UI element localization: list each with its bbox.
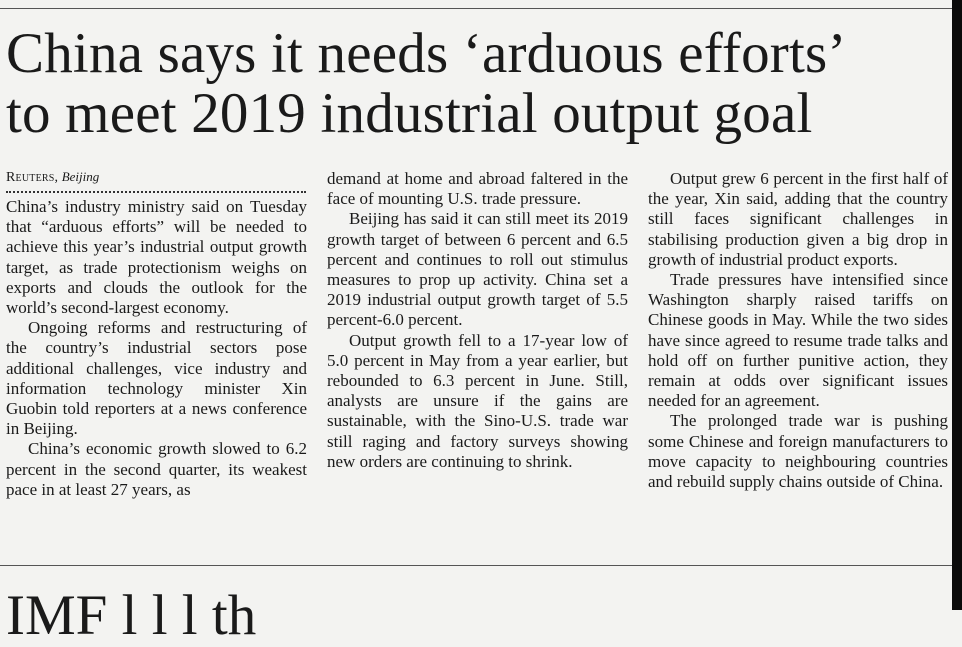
byline bbox=[6, 168, 307, 187]
page-edge-bar bbox=[952, 0, 962, 610]
byline-agency: Reuters, bbox=[6, 170, 59, 185]
top-rule bbox=[0, 8, 952, 9]
bottom-rule bbox=[0, 565, 952, 566]
article-column-3 bbox=[648, 169, 948, 492]
byline-dotted-rule bbox=[6, 191, 306, 193]
article-column-2 bbox=[327, 169, 628, 472]
article-headline bbox=[6, 24, 952, 144]
paragraph: demand at home and abroad faltered in the face of mounting U.S. trade pressure. bbox=[327, 169, 628, 209]
paragraph: China’s industry ministry said on Tuesday that “arduous efforts” will be needed to achieve this year’s industrial output growth target, as trade protectionism weighs on exports and clouds the outlook for the world’s second-largest economy. bbox=[6, 197, 307, 318]
paragraph: Output growth fell to a 17-year low of 5.0 percent in May from a year earlier, but rebounded to 6.3 percent in June. Still, analysts are unsure if the gains are sustainable, with the Sino-U.S. trade war still raging and factory surveys showing new orders are continuing to shrink. bbox=[327, 330, 628, 471]
headline-line-1: China says it needs ‘arduous efforts’ bbox=[6, 22, 847, 85]
paragraph: The prolonged trade war is pushing some Chinese and foreign manufacturers to move capacity to neighbouring countries and rebuild supply chains outside of China. bbox=[648, 411, 948, 492]
paragraph: Ongoing reforms and restructuring of the country’s industrial sectors pose additional challenges, vice industry and information technology minister Xin Guobin told reporters at a news conference in Beijing. bbox=[6, 318, 307, 439]
paragraph: Beijing has said it can still meet its 2019 growth target of between 6 percent and 6.5 percent and continues to roll out stimulus measures to prop up activity. China set a 2019 industrial output growth target of 5.5 percent-6.0 percent. bbox=[327, 209, 628, 330]
byline-city: Beijing bbox=[61, 169, 100, 184]
paragraph: Output grew 6 percent in the first half of the year, Xin said, adding that the country still faces significant challenges in stabilising production given a big drop in growth of industrial product exports. bbox=[648, 169, 948, 269]
headline-line-2: to meet 2019 industrial output goal bbox=[6, 82, 813, 145]
article-column-1 bbox=[6, 166, 307, 500]
paragraph: Trade pressures have intensified since Washington sharply raised tariffs on Chinese goods in May. While the two sides have since agreed to resume trade talks and hold off on further punitive action, they remain at odds over significant issues needed for an agreement. bbox=[648, 270, 948, 411]
next-article-headline-partial: IMF l l l th bbox=[6, 584, 257, 647]
paragraph: China’s economic growth slowed to 6.2 percent in the second quarter, its weakest pace in at least 27 years, as bbox=[6, 439, 307, 499]
